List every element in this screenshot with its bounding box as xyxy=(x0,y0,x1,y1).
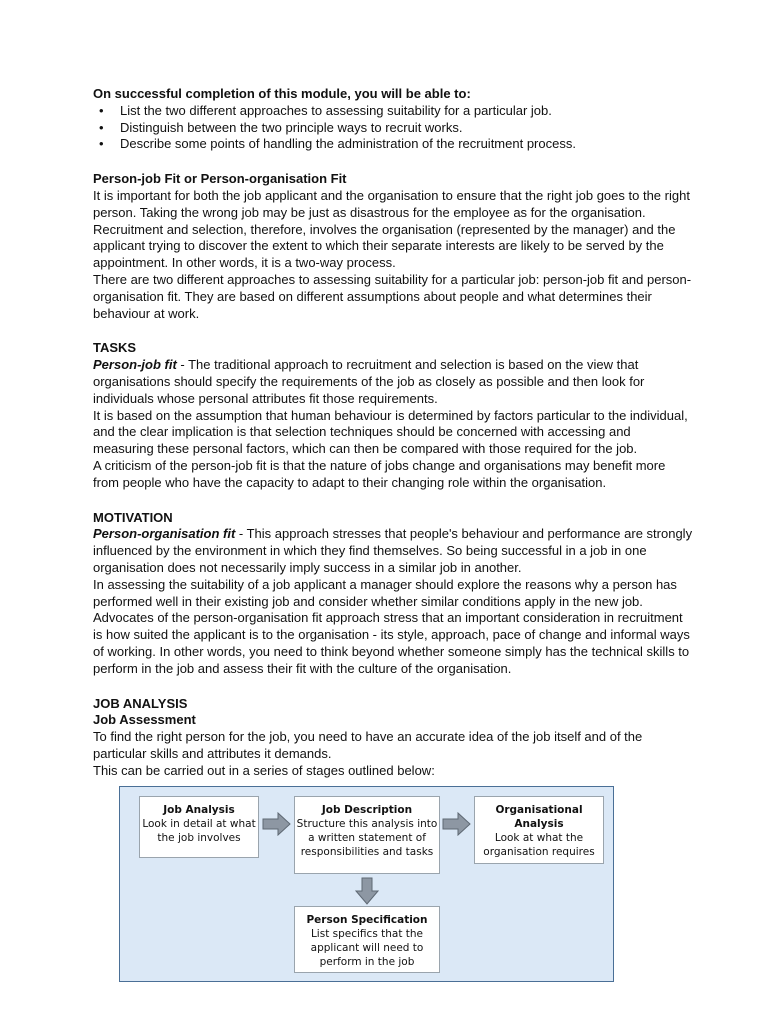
stage-title: Person Specification xyxy=(306,914,428,926)
tasks-paragraph-2: It is based on the assumption that human behaviour is determined by factors particular to the individual, and the clear implication is that selection techniques should be concerned with accessing and measuring these personal factors, which can then be compared with those required for the job. xyxy=(93,407,688,457)
stage-job-description xyxy=(294,796,440,874)
objective-item: • List the two different approaches to assessing suitability for a particular job. xyxy=(93,103,693,120)
section-heading-job-analysis: JOB ANALYSIS xyxy=(93,695,188,711)
person-job-fit-label: Person-job fit xyxy=(93,357,177,373)
tasks-paragraph-1 xyxy=(93,357,693,407)
motivation-paragraph-1 xyxy=(93,526,693,576)
motivation-paragraph-3: Advocates of the person-organisation fit approach stress that an important consideration in recruitment is how suited the applicant is to the organisation - its style, approach, pace of change and informal ways of working. In other words, you need to think beyond whether someone simply has the technical skills to perform in the job and assess their fit with the culture of the organisation. xyxy=(93,610,690,676)
motivation-paragraph-2: In assessing the suitability of a job applicant a manager should explore the reasons why a person has performed well in their existing job and consider whether similar conditions apply in the new job. xyxy=(93,576,677,609)
person-organisation-fit-label: Person-organisation fit xyxy=(93,526,236,542)
objective-item: • Describe some points of handling the administration of the recruitment process. xyxy=(93,136,693,153)
subheading-job-assessment: Job Assessment xyxy=(93,712,196,728)
tasks-paragraph-3: A criticism of the person-job fit is that the nature of jobs change and organisations may benefit more from people who have the capacity to adapt to their changing role within the organisation. xyxy=(93,457,666,490)
objectives-lead: On successful completion of this module, you will be able to: xyxy=(93,86,471,101)
stage-title: Job Analysis xyxy=(163,804,235,816)
objectives-list xyxy=(93,103,693,153)
process-diagram xyxy=(119,786,614,982)
stage-body: Structure this analysis into a written statement of responsibilities and tasks xyxy=(296,818,438,858)
stage-body: List specifics that the applicant will need to perform in the job xyxy=(310,928,424,968)
section-heading-motivation: MOTIVATION xyxy=(93,509,173,525)
job-analysis-paragraph-2: This can be carried out in a series of stages outlined below: xyxy=(93,762,435,778)
objective-item: • Distinguish between the two principle ways to recruit works. xyxy=(93,120,693,137)
stage-job-analysis xyxy=(139,796,259,858)
arrow-right-icon xyxy=(442,812,472,836)
stage-body: Look at what the organisation requires xyxy=(483,832,595,858)
document-body xyxy=(93,86,693,779)
section-heading-tasks: TASKS xyxy=(93,340,137,356)
fit-paragraph-1: It is important for both the job applicant and the organisation to ensure that the right job goes to the right person. Taking the wrong job may be just as disastrous for the employee as for the organisation. Recruitment and selection, therefore, involves the organisation (represented by the manager) and the applicant trying to discover the extent to which their separate interests are likely to be served by the appointment. In other words, it is a two-way process. xyxy=(93,187,690,271)
job-analysis-paragraph-1: To find the right person for the job, you need to have an accurate idea of the job itself and of the particular skills and attributes it demands. xyxy=(93,729,643,761)
fit-paragraph-2: There are two different approaches to assessing suitability for a particular job: person-job fit and person-organisation fit. They are based on different assumptions about people and what determines their behaviour at work. xyxy=(93,271,692,321)
arrow-right-icon xyxy=(262,812,292,836)
section-heading-fit: Person-job Fit or Person-organisation Fit xyxy=(93,171,347,187)
stage-title: Organisational Analysis xyxy=(495,804,583,830)
stage-title: Job Description xyxy=(321,804,413,816)
motivation-paragraph-1-text: - This approach stresses that people's behaviour and performance are strongly influenced by the environment in which they find themselves. So being successful in a job in one organisation does not necessarily imply success in a similar job in another. xyxy=(93,526,693,575)
tasks-paragraph-1-text: - The traditional approach to recruitment and selection is based on the view that organisations should specify the requirements of the job as closely as possible and then look for individuals whose personal attributes fit those requirements. xyxy=(93,357,645,406)
stage-organisational-analysis xyxy=(474,796,604,864)
arrow-down-icon xyxy=(355,877,379,905)
stage-body: Look in detail at what the job involves xyxy=(142,818,256,844)
stage-person-specification xyxy=(294,906,440,973)
